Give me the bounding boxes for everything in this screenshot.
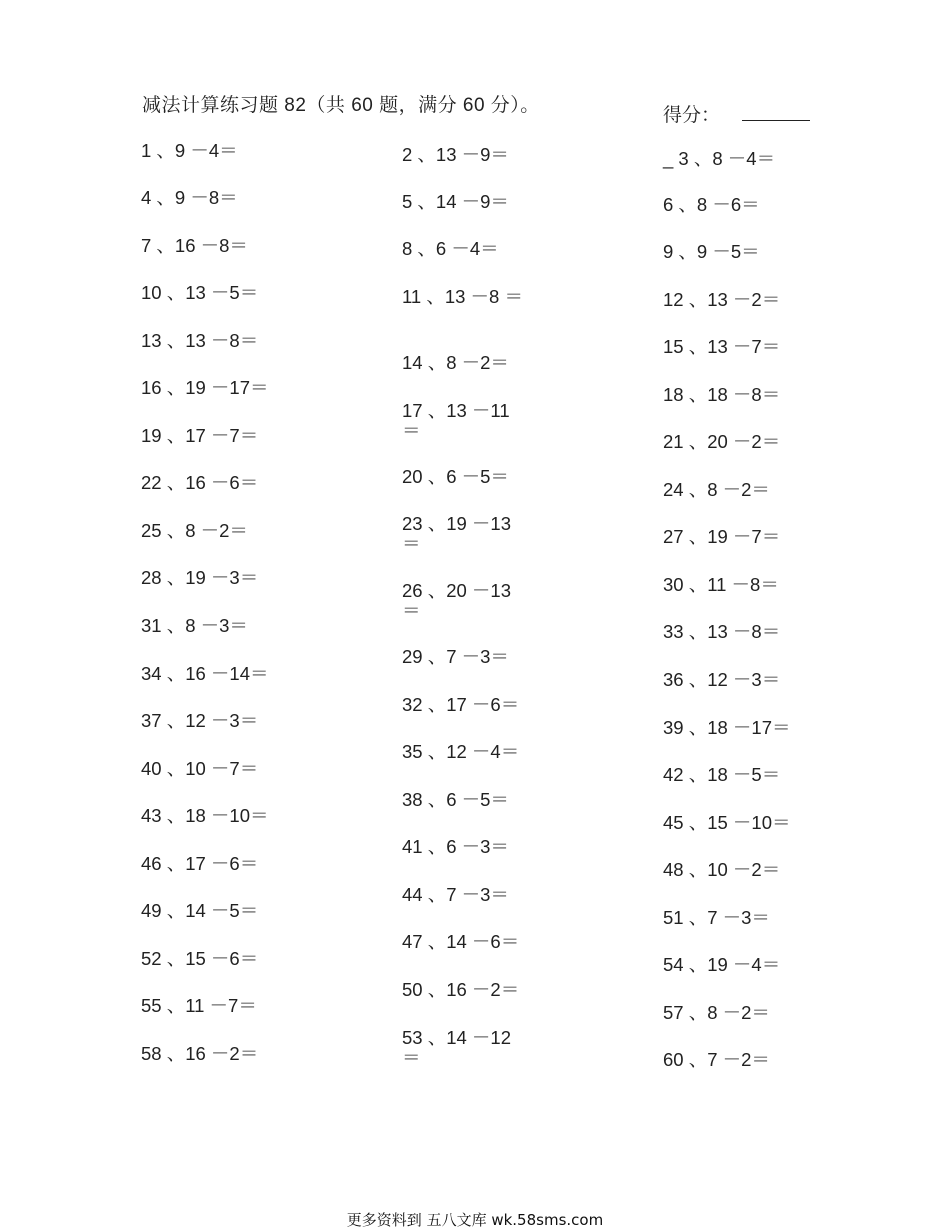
problem-item: 19 、17 －7＝ [141, 425, 259, 446]
problem-item: 33 、13 －8＝ [663, 621, 781, 642]
score-label: 得分： [663, 105, 721, 126]
problem-item: 21 、20 －2＝ [663, 431, 781, 452]
problem-item: 7 、16 －8＝ [141, 235, 248, 256]
problem-item: 36 、12 －3＝ [663, 669, 781, 690]
score-area [663, 100, 810, 127]
problem-item: 51 、7 －3＝ [663, 907, 770, 928]
footer-watermark: 更多资料到 五八文库 wk.58sms.com [346, 1211, 604, 1229]
problem-item: 4 、9 －8＝ [141, 187, 238, 208]
problem-item: 12 、13 －2＝ [663, 289, 781, 310]
problem-item: 2 、13 －9＝ [402, 144, 509, 165]
problem-item: 52 、15 －6＝ [141, 948, 259, 969]
problem-item: 10 、13 －5＝ [141, 282, 259, 303]
problem-item: 17 、13 －11 ＝ [402, 400, 510, 441]
problem-item: 18 、18 －8＝ [663, 384, 781, 405]
problem-item: 11 、13 －8 ＝ [402, 286, 523, 307]
problem-item: 44 、7 －3＝ [402, 884, 509, 905]
problem-item: 35 、12 －4＝ [402, 741, 520, 762]
problem-item: 29 、7 －3＝ [402, 646, 509, 667]
problem-item: 27 、19 －7＝ [663, 526, 781, 547]
problem-item: 22 、16 －6＝ [141, 472, 259, 493]
problem-item: 24 、8 －2＝ [663, 479, 770, 500]
problem-item: 6 、8 －6＝ [663, 194, 760, 215]
problem-item: 5 、14 －9＝ [402, 191, 509, 212]
problem-item: 8 、6 －4＝ [402, 238, 499, 259]
problem-item: 16 、19 －17＝ [141, 377, 269, 398]
problem-item: 58 、16 －2＝ [141, 1043, 259, 1064]
problem-item: 53 、14 －12 ＝ [402, 1027, 512, 1068]
problem-item: 60 、7 －2＝ [663, 1049, 770, 1070]
problem-item: 14 、8 －2＝ [402, 352, 509, 373]
problem-item: 34 、16 －14＝ [141, 663, 269, 684]
problem-item: 55 、11 －7＝ [141, 995, 257, 1016]
problem-item: 50 、16 －2＝ [402, 979, 520, 1000]
problem-item: 31 、8 －3＝ [141, 615, 248, 636]
problem-item: 54 、19 －4＝ [663, 954, 781, 975]
problem-item: 28 、19 －3＝ [141, 567, 259, 588]
problem-item: 57 、8 －2＝ [663, 1002, 770, 1023]
problem-item: 45 、15 －10＝ [663, 812, 791, 833]
page-title: 减法计算练习题 82（共 60 题，满分 60 分）。 [142, 95, 540, 116]
problem-item: _ 3 、8 －4＝ [663, 148, 776, 169]
problem-item: 40 、10 －7＝ [141, 758, 259, 779]
problem-item: 37 、12 －3＝ [141, 710, 259, 731]
problem-item: 9 、9 －5＝ [663, 241, 760, 262]
problem-item: 47 、14 －6＝ [402, 931, 520, 952]
problem-item: 42 、18 －5＝ [663, 764, 781, 785]
problem-item: 38 、6 －5＝ [402, 789, 509, 810]
problem-item: 26 、20 －13 ＝ [402, 580, 512, 621]
problem-item: 49 、14 －5＝ [141, 900, 259, 921]
problem-item: 39 、18 －17＝ [663, 717, 791, 738]
problem-item: 41 、6 －3＝ [402, 836, 509, 857]
problem-item: 43 、18 －10＝ [141, 805, 269, 826]
problem-item: 23 、19 －13 ＝ [402, 513, 512, 554]
problem-item: 15 、13 －7＝ [663, 336, 781, 357]
problem-item: 13 、13 －8＝ [141, 330, 259, 351]
problem-item: 1 、9 －4＝ [141, 140, 238, 161]
problem-item: 20 、6 －5＝ [402, 466, 509, 487]
problem-item: 25 、8 －2＝ [141, 520, 248, 541]
problem-item: 48 、10 －2＝ [663, 859, 781, 880]
score-blank[interactable] [742, 102, 810, 121]
problem-item: 32 、17 －6＝ [402, 694, 520, 715]
problem-item: 30 、11 －8＝ [663, 574, 779, 595]
problem-item: 46 、17 －6＝ [141, 853, 259, 874]
